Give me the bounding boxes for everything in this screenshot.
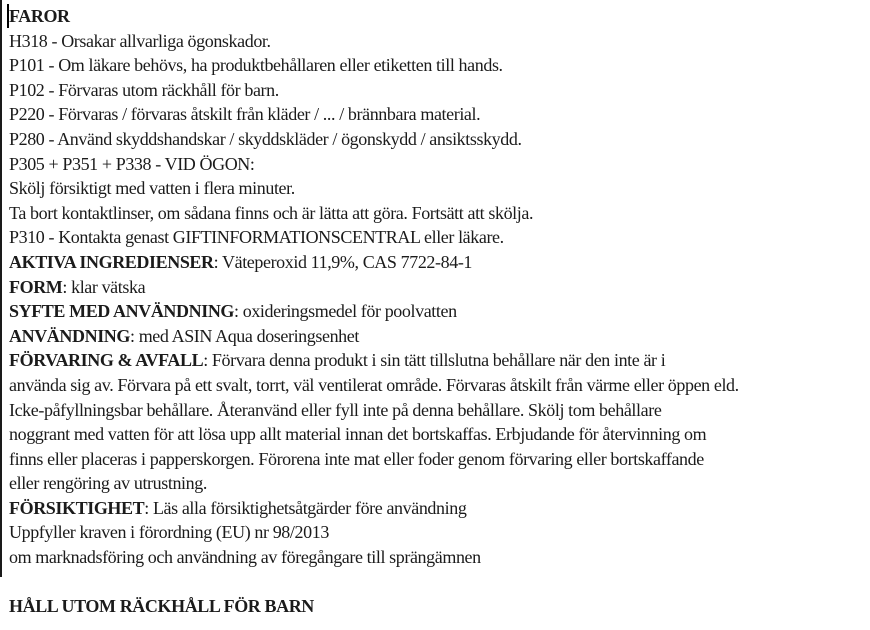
text-segment: : Väteperoxid 11,9%, CAS 7722-84-1 [213, 251, 473, 272]
text-line [9, 29, 865, 54]
text-line [9, 102, 865, 127]
text-segment: Skölj försiktigt med vatten i flera minuter. [9, 178, 295, 199]
text-segment-bold: ANVÄNDNING [9, 325, 130, 346]
text-line [9, 201, 865, 226]
text-line [9, 520, 865, 545]
text-segment: H318 - Orsakar allvarliga ögonskador. [9, 30, 271, 51]
text-segment: noggrant med vatten för att lösa upp allt material innan det bortskaffas. Erbjudande för återvinning om [9, 424, 707, 445]
text-segment: eller rengöring av utrustning. [9, 473, 207, 494]
text-line [9, 594, 865, 619]
text-segment-bold: FÖRSIKTIGHET [9, 497, 145, 518]
text-line [9, 348, 865, 373]
text-segment: : med ASIN Aqua doseringsenhet [130, 325, 359, 346]
text-segment-bold: FAROR [9, 6, 70, 26]
text-segment-bold: AKTIVA INGREDIENSER [9, 251, 214, 272]
text-line [9, 324, 865, 349]
text-line [9, 570, 865, 595]
text-line [9, 176, 865, 201]
text-segment-bold: FÖRVARING & AVFALL [9, 350, 204, 371]
text-segment: : Läs alla försiktighetsåtgärder före användning [144, 497, 467, 518]
text-segment: : klar vätska [62, 276, 146, 297]
text-segment: P280 - Använd skyddshandskar / skyddskläder / ögonskydd / ansiktsskydd. [9, 128, 522, 149]
text-line [9, 545, 865, 570]
text-line [9, 152, 865, 177]
text-line [9, 373, 865, 398]
text-line [9, 299, 865, 324]
text-segment-bold: SYFTE MED ANVÄNDNING [9, 301, 235, 322]
text-segment: P101 - Om läkare behövs, ha produktbehållaren eller etiketten till hands. [9, 55, 503, 76]
text-line [9, 275, 865, 300]
text-line [9, 225, 865, 250]
text-segment-bold: FORM [9, 276, 63, 297]
text-segment: Ta bort kontaktlinser, om sådana finns och är lätta att göra. Fortsätt att skölja. [9, 202, 534, 223]
text-segment: P305 + P351 + P338 - VID ÖGON: [9, 153, 255, 174]
text-segment: Uppfyller kraven i förordning (EU) nr 98/2013 [9, 522, 329, 543]
text-field-left-border [0, 0, 2, 577]
text-line [9, 53, 865, 78]
text-segment-bold: HÅLL UTOM RÄCKHÅLL FÖR BARN [9, 596, 314, 617]
text-segment: P310 - Kontakta genast GIFTINFORMATIONSCENTRAL eller läkare. [9, 227, 504, 248]
text-line [9, 398, 865, 423]
text-line [9, 4, 865, 29]
text-line [9, 496, 865, 521]
text-segment: P220 - Förvaras / förvaras åtskilt från kläder / ... / brännbara material. [9, 104, 481, 125]
text-segment: : Förvara denna produkt i sin tätt tillslutna behållare när den inte är i [203, 350, 666, 371]
text-segment: använda sig av. Förvara på ett svalt, torrt, väl ventilerat område. Förvaras åtskilt från värme eller öppen eld. [9, 374, 739, 395]
text-line [9, 78, 865, 103]
text-line [9, 447, 865, 472]
text-line [9, 250, 865, 275]
text-segment: om marknadsföring och användning av föregångare till sprängämnen [9, 547, 481, 568]
text-line [9, 422, 865, 447]
text-line [9, 127, 865, 152]
text-segment: P102 - Förvaras utom räckhåll för barn. [9, 79, 279, 100]
text-line [9, 471, 865, 496]
label-text-area[interactable] [9, 4, 865, 619]
text-segment: Icke-påfyllningsbar behållare. Återanvänd eller fyll inte på denna behållare. Skölj tom behållare [9, 399, 662, 420]
text-segment: finns eller placeras i papperskorgen. Förorena inte mat eller foder genom förvaring eller bortskaffande [9, 448, 704, 469]
text-segment: : oxideringsmedel för poolvatten [234, 301, 457, 322]
